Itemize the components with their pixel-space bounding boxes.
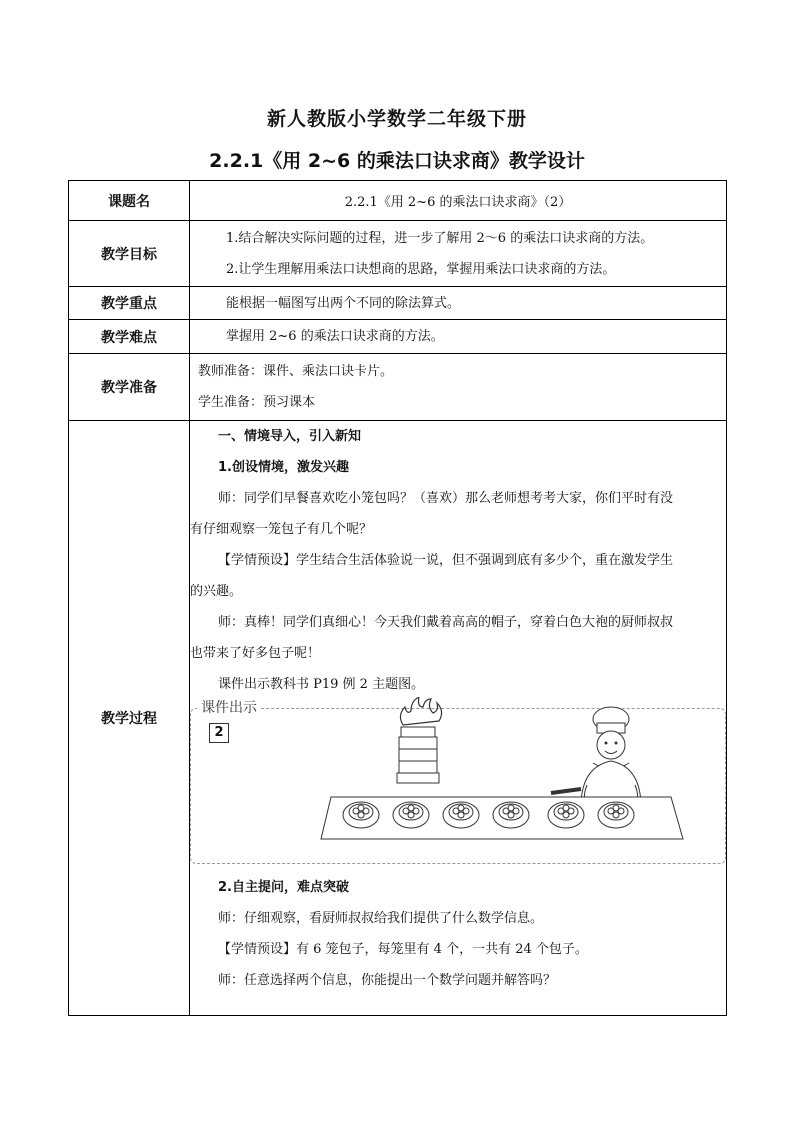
figure-number: 2 bbox=[209, 723, 229, 743]
para-2a: 【学情预设】学生结合生活体验说一说，但不强调到底有多少个，重在激发学生 bbox=[218, 553, 674, 568]
para-7: 师：任意选择两个信息，你能提出一个数学问题并解答吗？ bbox=[218, 973, 557, 988]
chef-buns-illustration bbox=[311, 697, 711, 857]
para-5: 师：仔细观察，看厨师叔叔给我们提供了什么数学信息。 bbox=[218, 911, 544, 926]
figure-tag: 课件出示 bbox=[197, 697, 261, 717]
row-difficulty bbox=[69, 320, 727, 354]
topic-value: 2.2.1《用 2~6 的乘法口诀求商》（2） bbox=[190, 181, 727, 221]
diff-label: 教学难点 bbox=[69, 320, 190, 354]
row-preparation bbox=[69, 354, 727, 421]
prep-teacher: 教师准备：课件、乘法口诀卡片。 bbox=[198, 364, 394, 379]
diff-cell bbox=[190, 320, 727, 354]
courseware-figure bbox=[190, 700, 726, 864]
para-4: 课件出示教科书 P19 例 2 主题图。 bbox=[218, 677, 425, 692]
para-3b: 也带来了好多包子呢！ bbox=[190, 646, 321, 661]
lesson-plan-table bbox=[68, 180, 727, 1016]
para-1b: 有仔细观察一笼包子有几个呢？ bbox=[190, 522, 373, 537]
document-title: 新人教版小学数学二年级下册 bbox=[266, 108, 527, 130]
prep-label: 教学准备 bbox=[69, 354, 190, 421]
process-label: 教学过程 bbox=[69, 421, 190, 1016]
row-goals bbox=[69, 221, 727, 287]
para-3a: 师：真棒！同学们真细心！今天我们戴着高高的帽子，穿着白色大袍的厨师叔叔 bbox=[218, 615, 674, 630]
key-cell bbox=[190, 287, 727, 320]
key-value: 能根据一幅图写出两个不同的除法算式。 bbox=[226, 295, 461, 311]
bun-basket-icon bbox=[393, 802, 429, 828]
para-1a: 师：同学们早餐喜欢吃小笼包吗？（喜欢）那么老师想考考大家，你们平时有没 bbox=[218, 491, 674, 506]
bun-basket-icon bbox=[443, 802, 479, 828]
para-2b: 的兴趣。 bbox=[190, 584, 243, 599]
para-6: 【学情预设】有 6 笼包子，每笼里有 4 个，一共有 24 个包子。 bbox=[218, 942, 588, 957]
bun-basket-icon bbox=[598, 802, 634, 828]
chef-icon bbox=[581, 707, 641, 811]
row-key-point bbox=[69, 287, 727, 320]
document-subtitle: 2.2.1《用 2~6 的乘法口诀求商》教学设计 bbox=[209, 150, 585, 172]
row-process bbox=[69, 421, 727, 1016]
goal-cell bbox=[190, 221, 727, 287]
steamer-stack-icon bbox=[397, 697, 442, 783]
diff-value: 掌握用 2~6 的乘法口诀求商的方法。 bbox=[226, 329, 444, 344]
prep-student: 学生准备：预习课本 bbox=[198, 395, 316, 410]
key-label: 教学重点 bbox=[69, 287, 190, 320]
topic-label: 课题名 bbox=[69, 181, 190, 221]
process-cell bbox=[190, 421, 727, 1016]
goal-1: 1.结合解决实际问题的过程，进一步了解用 2～6 的乘法口诀求商的方法。 bbox=[226, 230, 654, 246]
section-heading-1: 一、情境导入，引入新知 bbox=[218, 429, 362, 444]
bun-basket-icon bbox=[493, 802, 529, 828]
bun-basket-icon bbox=[343, 802, 379, 828]
prep-cell bbox=[190, 354, 727, 421]
section-heading-2: 1.创设情境，激发兴趣 bbox=[218, 460, 349, 475]
section-heading-3: 2.自主提问，难点突破 bbox=[218, 880, 349, 895]
bun-basket-icon bbox=[548, 802, 584, 828]
row-topic bbox=[69, 181, 727, 221]
goal-label: 教学目标 bbox=[69, 221, 190, 287]
goal-2: 2.让学生理解用乘法口诀想商的思路，掌握用乘法口诀求商的方法。 bbox=[226, 261, 616, 277]
